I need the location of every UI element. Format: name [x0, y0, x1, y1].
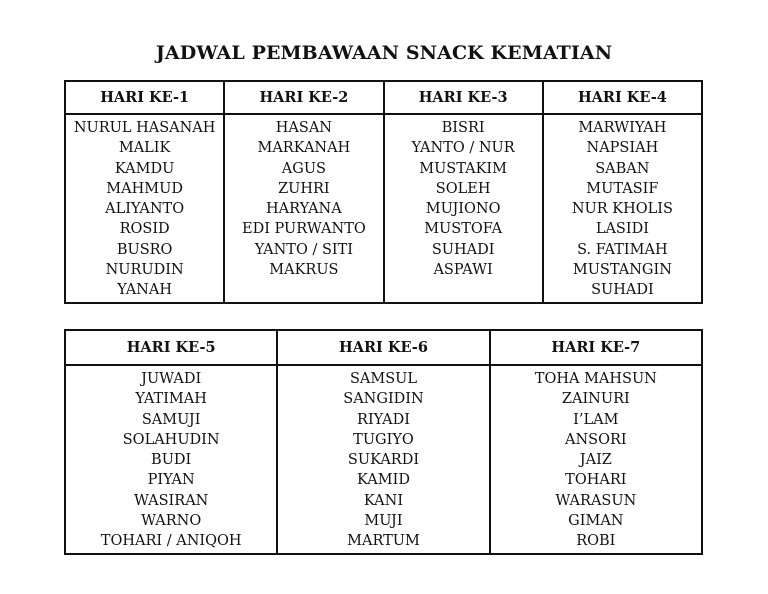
list-item: KAMDU [114, 160, 175, 177]
list-item: JAIZ [579, 452, 612, 469]
list-item: ROSID [119, 221, 170, 238]
list-item: NUR KHOLIS [571, 201, 673, 218]
list-item: YANAH [117, 282, 172, 299]
list-item: SABAN [595, 160, 650, 177]
list-item: MARKANAH [257, 140, 351, 157]
name-list-day-2 [224, 114, 383, 303]
list-item: RIYADI [357, 411, 410, 428]
name-list-day-3 [384, 114, 543, 303]
list-item: ALIYANTO [105, 201, 185, 218]
table-row [65, 114, 702, 303]
list-item: LASIDI [595, 221, 649, 238]
list-item: ZUHRI [278, 180, 330, 197]
list-item: MAKRUS [269, 262, 339, 279]
column-header-day-6: HARI KE-6 [277, 330, 489, 365]
list-item: TOHA MAHSUN [534, 371, 657, 387]
list-item: KAMID [357, 472, 410, 489]
list-item: ZAINURI [561, 391, 630, 408]
list-item: TOHARI / ANIQOH [100, 533, 242, 550]
column-header-day-7: HARI KE-7 [490, 330, 702, 365]
list-item: NURUDIN [105, 262, 184, 279]
list-item: SAMSUL [349, 371, 418, 387]
list-item: NAPSIAH [586, 140, 659, 157]
table-header-row [65, 81, 702, 114]
list-item: HASAN [275, 120, 332, 136]
name-list-day-7 [490, 365, 702, 554]
name-list-day-6 [277, 365, 489, 554]
list-item: ROBI [576, 533, 616, 550]
name-list-day-5 [65, 365, 277, 554]
list-item: MUJIONO [425, 201, 501, 218]
list-item: SOLAHUDIN [122, 431, 220, 448]
column-header-day-2: HARI KE-2 [224, 81, 383, 114]
list-item: BISRI [441, 120, 485, 136]
list-item: TOHARI [565, 472, 627, 489]
column-header-day-3: HARI KE-3 [384, 81, 543, 114]
list-item: MAHMUD [106, 180, 183, 197]
name-list-day-1 [65, 114, 224, 303]
list-item: S. FATIMAH [577, 241, 668, 258]
list-item: MUSTAKIM [419, 160, 507, 177]
list-item: YATIMAH [135, 391, 207, 408]
list-item: ASPAWI [433, 262, 493, 279]
list-item: JUWADI [141, 371, 202, 387]
column-header-day-4: HARI KE-4 [543, 81, 702, 114]
list-item: NURUL HASANAH [73, 120, 216, 136]
list-item: MARWIYAH [578, 120, 667, 136]
list-item: SAMUJI [141, 411, 201, 428]
list-item: SUKARDI [347, 452, 420, 469]
table-row [65, 365, 702, 554]
list-item: ANSORI [565, 431, 627, 448]
list-item: WARNO [141, 513, 202, 530]
list-item: BUSRO [116, 241, 173, 258]
table-header-row [65, 330, 702, 365]
list-item: YANTO / SITI [254, 241, 354, 258]
list-item: EDI PURWANTO [241, 221, 366, 238]
list-item: MARTUM [347, 533, 420, 550]
list-item: MUSTANGIN [572, 262, 672, 279]
list-item: GIMAN [568, 513, 624, 530]
list-item: MUJI [364, 513, 403, 530]
page-title: JADWAL PEMBAWAAN SNACK KEMATIAN [155, 42, 613, 64]
list-item: WASIRAN [133, 492, 209, 509]
schedule-table-days-1-4 [64, 80, 703, 304]
list-item: KANI [363, 492, 404, 509]
list-item: SUHADI [591, 282, 654, 299]
list-item: SANGIDIN [343, 391, 424, 408]
column-header-day-5: HARI KE-5 [65, 330, 277, 365]
list-item: HARYANA [266, 201, 342, 218]
list-item: MUSTOFA [424, 221, 503, 238]
column-header-day-1: HARI KE-1 [65, 81, 224, 114]
name-list-day-4 [543, 114, 702, 303]
list-item: SOLEH [435, 180, 491, 197]
list-item: BUDI [151, 452, 192, 469]
list-item: YANTO / NUR [411, 140, 515, 157]
list-item: TUGIYO [353, 431, 414, 448]
list-item: SUHADI [431, 241, 495, 258]
list-item: I’LAM [573, 411, 619, 428]
list-item: MALIK [118, 140, 171, 157]
schedule-table-days-5-7 [64, 329, 703, 555]
list-item: AGUS [281, 160, 326, 177]
list-item: WARASUN [555, 492, 637, 509]
list-item: MUTASIF [586, 180, 659, 197]
list-item: PIYAN [147, 472, 195, 489]
